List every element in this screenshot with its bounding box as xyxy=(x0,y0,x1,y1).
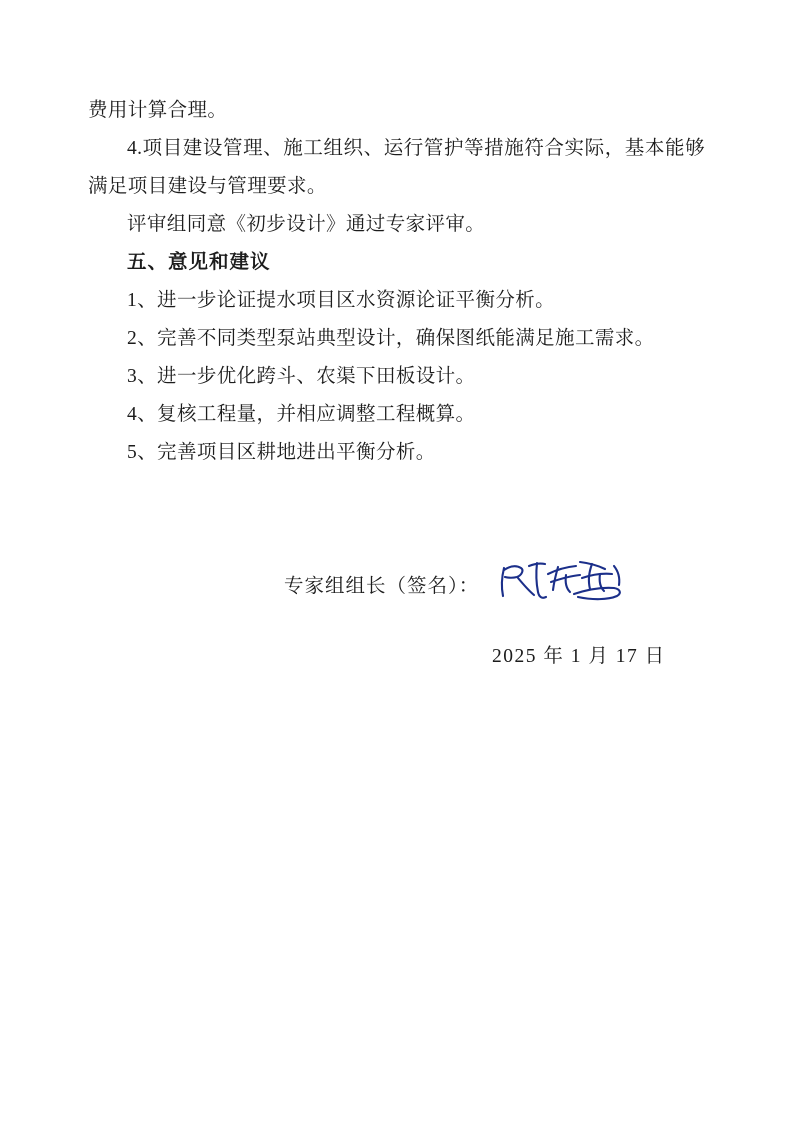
paragraph-item-4: 4.项目建设管理、施工组织、运行管护等措施符合实际，基本能够满足项目建设与管理要求。 xyxy=(88,138,705,198)
list-item: 3、进一步优化跨斗、农渠下田板设计。 xyxy=(127,366,476,388)
list-item: 5、完善项目区耕地进出平衡分析。 xyxy=(127,442,436,464)
paragraph-continuation: 费用计算合理。 xyxy=(88,100,228,121)
document-body xyxy=(88,92,705,688)
signature-block xyxy=(88,568,705,688)
list-item: 2、完善不同类型泵站典型设计，确保图纸能满足施工需求。 xyxy=(127,328,655,350)
signature-date: 2025 年 1 月 17 日 xyxy=(492,646,666,668)
paragraph-review-conclusion: 评审组同意《初步设计》通过专家评审。 xyxy=(127,214,486,236)
handwritten-signature-icon xyxy=(496,554,626,610)
list-item: 4、复核工程量，并相应调整工程概算。 xyxy=(127,404,476,426)
section-heading-opinions: 五、意见和建议 xyxy=(127,252,271,274)
suggestions-list xyxy=(88,282,705,472)
list-item: 1、进一步论证提水项目区水资源论证平衡分析。 xyxy=(127,290,556,312)
signature-label: 专家组组长（签名）： xyxy=(284,576,480,598)
